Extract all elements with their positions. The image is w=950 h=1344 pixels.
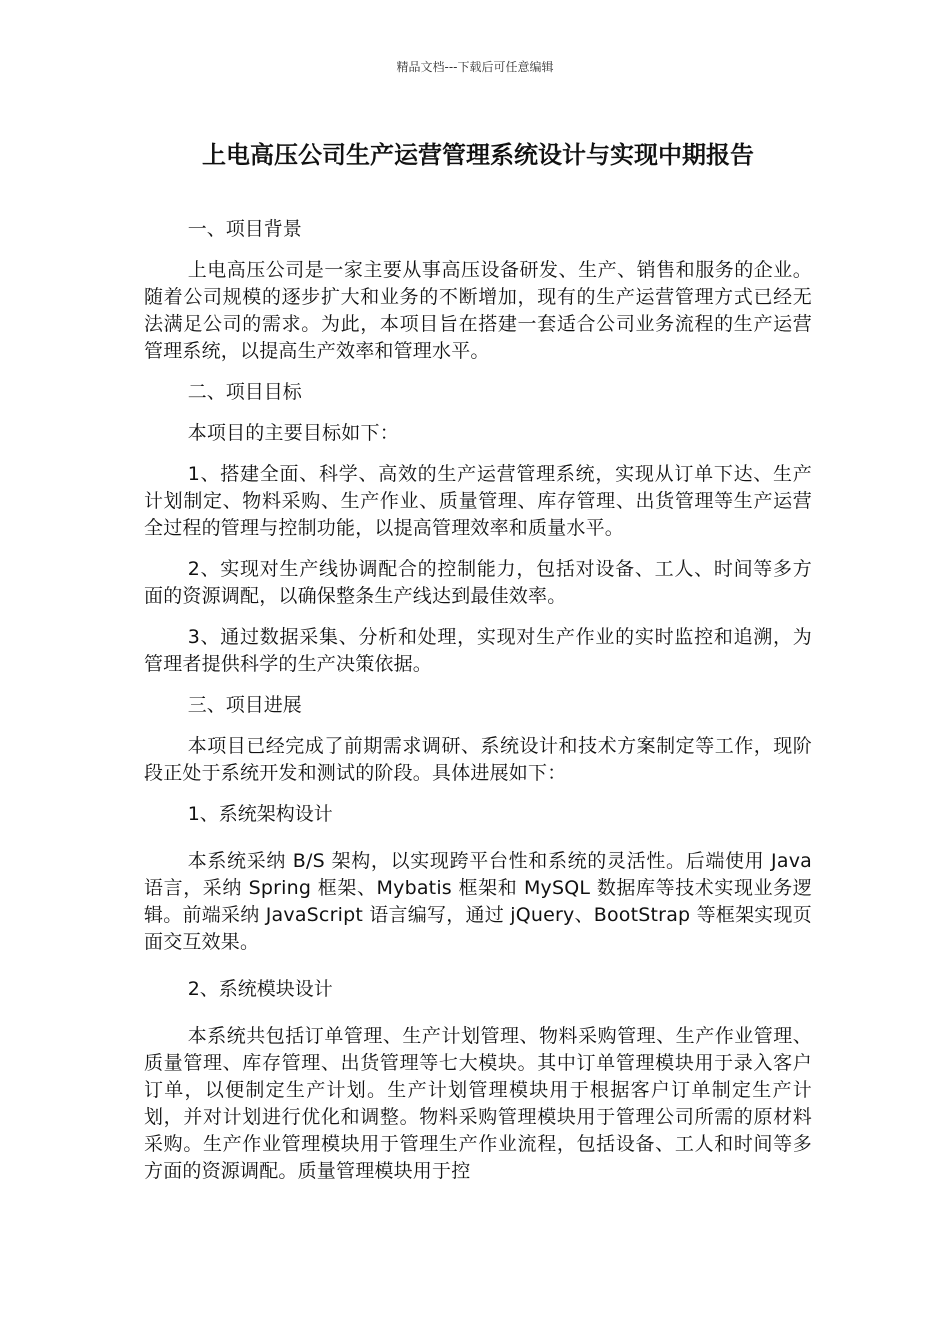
paragraph-goals-intro: 本项目的主要目标如下： bbox=[187, 422, 399, 444]
document-title: 上电高压公司生产运营管理系统设计与实现中期报告 bbox=[202, 141, 754, 169]
subsection-heading-modules: 2、系统模块设计 bbox=[187, 978, 333, 1000]
document-body bbox=[144, 138, 812, 1199]
paragraph-modules: 本系统共包括订单管理、生产计划管理、物料采购管理、生产作业管理、质量管理、库存管理、出货管理等七大模块。其中订单管理模块用于录入客户订单，以便制定生产计划。生产计划管理模块用于根据客户订单制定生产计划，并对计划进行优化和调整。物料采购管理模块用于管理公司所需的原材料采购。生产作业管理模块用于管理生产作业流程，包括设备、工人和时间等多方面的资源调配。质量管理模块用于控 bbox=[144, 1025, 812, 1182]
page-header-note: 精品文档---下载后可任意编辑 bbox=[396, 60, 554, 74]
subsection-heading-architecture: 1、系统架构设计 bbox=[187, 803, 333, 825]
section-heading-background: 一、项目背景 bbox=[187, 218, 302, 240]
paragraph-architecture: 本系统采纳 B/S 架构，以实现跨平台性和系统的灵活性。后端使用 Java 语言，采纳 Spring 框架、Mybatis 框架和 MySQL 数据库等技术实现业务逻辑。前端采纳 JavaScript 语言编写，通过 jQuery、BootStrap 等框架实现页面交互效果。 bbox=[144, 850, 812, 953]
paragraph-goal-2: 2、实现对生产线协调配合的控制能力，包括对设备、工人、时间等多方面的资源调配，以确保整条生产线达到最佳效率。 bbox=[144, 558, 812, 607]
section-heading-progress: 三、项目进展 bbox=[187, 694, 302, 716]
paragraph-progress-intro: 本项目已经完成了前期需求调研、系统设计和技术方案制定等工作，现阶段正处于系统开发和测试的阶段。具体进展如下： bbox=[144, 735, 812, 784]
paragraph-background: 上电高压公司是一家主要从事高压设备研发、生产、销售和服务的企业。随着公司规模的逐步扩大和业务的不断增加，现有的生产运营管理方式已经无法满足公司的需求。为此，本项目旨在搭建一套适合公司业务流程的生产运营管理系统，以提高生产效率和管理水平。 bbox=[144, 259, 812, 362]
paragraph-goal-1: 1、搭建全面、科学、高效的生产运营管理系统，实现从订单下达、生产计划制定、物料采购、生产作业、质量管理、库存管理、出货管理等生产运营全过程的管理与控制功能，以提高管理效率和质量水平。 bbox=[144, 463, 812, 539]
paragraph-goal-3: 3、通过数据采集、分析和处理，实现对生产作业的实时监控和追溯，为管理者提供科学的生产决策依据。 bbox=[144, 626, 812, 675]
section-heading-goals: 二、项目目标 bbox=[187, 381, 302, 403]
